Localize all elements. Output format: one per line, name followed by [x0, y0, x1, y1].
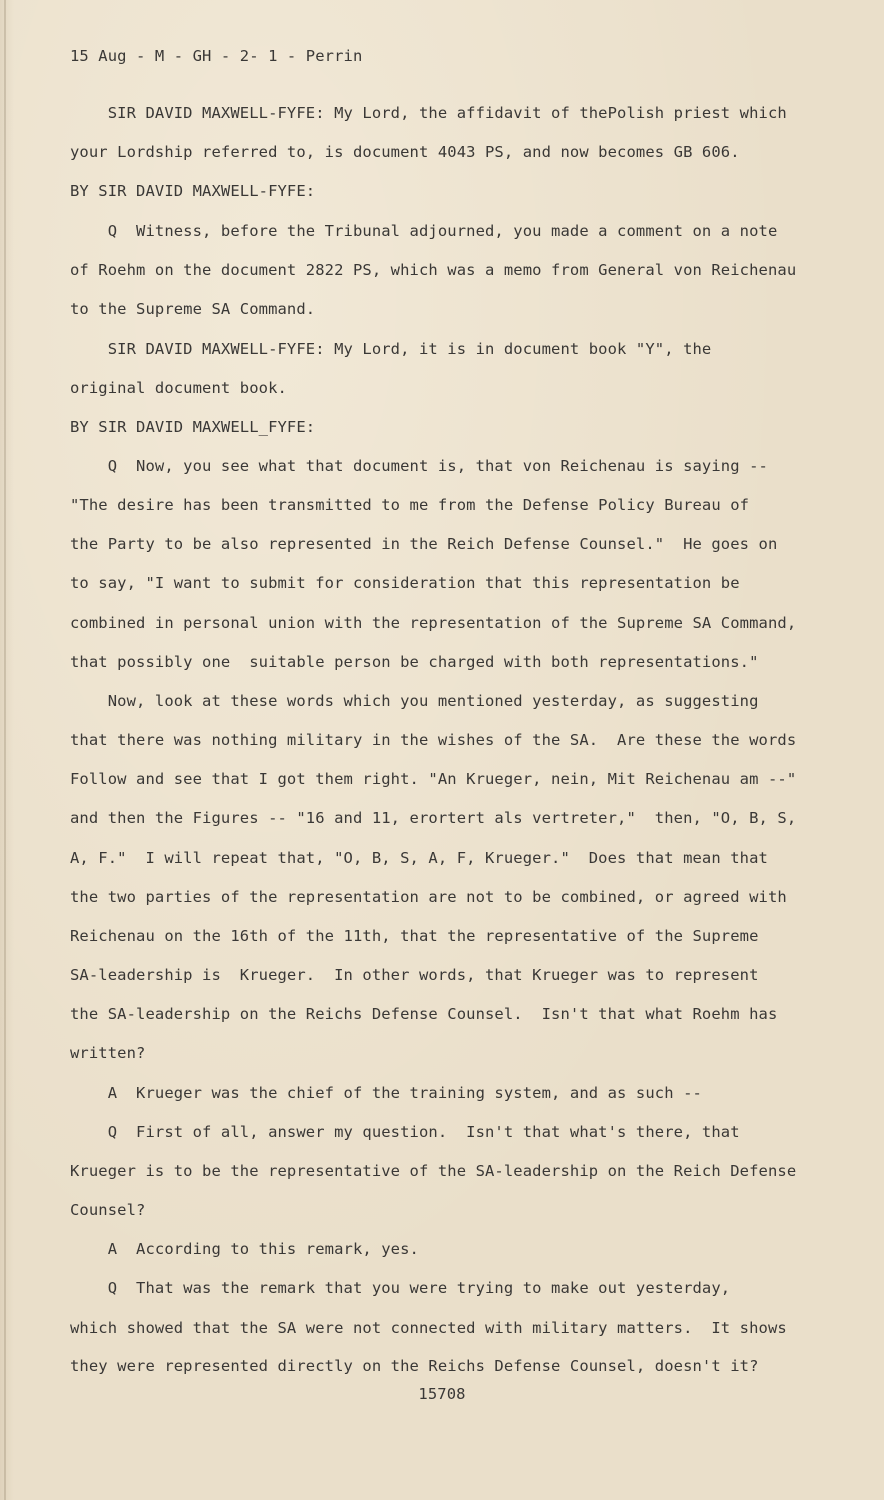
text-line: combined in personal union with the representation of the Supreme SA Command, [70, 614, 797, 632]
text-line: that there was nothing military in the wishes of the SA. Are these the words [70, 731, 797, 749]
text-line: the Party to be also represented in the Reich Defense Counsel." He goes on [70, 535, 778, 553]
text-line: they were represented directly on the Reichs Defense Counsel, doesn't it? [70, 1357, 759, 1375]
text-line: that possibly one suitable person be charged with both representations." [70, 653, 759, 671]
text-line: Q First of all, answer my question. Isn't that what's there, that [70, 1123, 740, 1141]
text-line: SA-leadership is Krueger. In other words, that Krueger was to represent [70, 966, 759, 984]
text-line: SIR DAVID MAXWELL-FYFE: My Lord, it is in document book "Y", the [70, 340, 712, 358]
text-line: BY SIR DAVID MAXWELL-FYFE: [70, 182, 316, 200]
text-line: SIR DAVID MAXWELL-FYFE: My Lord, the affidavit of thePolish priest which [70, 104, 787, 122]
text-line: which showed that the SA were not connected with military matters. It shows [70, 1319, 787, 1337]
page-number: 15708 [418, 1385, 466, 1403]
text-line: of Roehm on the document 2822 PS, which was a memo from General von Reichenau [70, 261, 797, 279]
text-line: Reichenau on the 16th of the 11th, that the representative of the Supreme [70, 927, 759, 945]
text-line: Counsel? [70, 1201, 146, 1219]
text-line: and then the Figures -- "16 and 11, erortert als vertreter," then, "O, B, S, [70, 809, 797, 827]
text-line: Q That was the remark that you were trying to make out yesterday, [70, 1279, 731, 1297]
page-edge-shadow [4, 0, 6, 1500]
text-line: Krueger is to be the representative of the SA-leadership on the Reich Defense [70, 1162, 797, 1180]
text-line: "The desire has been transmitted to me from the Defense Policy Bureau of [70, 496, 750, 514]
text-line: written? [70, 1044, 146, 1062]
text-line: Q Witness, before the Tribunal adjourned, you made a comment on a note [70, 222, 778, 240]
text-line: A According to this remark, yes. [70, 1240, 419, 1258]
text-line: the SA-leadership on the Reichs Defense Counsel. Isn't that what Roehm has [70, 1005, 778, 1023]
text-line: Q Now, you see what that document is, that von Reichenau is saying -- [70, 457, 768, 475]
text-line: to say, "I want to submit for consideration that this representation be [70, 574, 740, 592]
text-line: the two parties of the representation are not to be combined, or agreed with [70, 888, 787, 906]
text-line: BY SIR DAVID MAXWELL_FYFE: [70, 418, 316, 436]
text-line: to the Supreme SA Command. [70, 300, 316, 318]
text-line: original document book. [70, 379, 287, 397]
page-header: 15 Aug - M - GH - 2- 1 - Perrin [70, 47, 363, 65]
text-line: your Lordship referred to, is document 4043 PS, and now becomes GB 606. [70, 143, 740, 161]
text-line: Now, look at these words which you mentioned yesterday, as suggesting [70, 692, 759, 710]
text-line: A Krueger was the chief of the training system, and as such -- [70, 1084, 702, 1102]
text-line: A, F." I will repeat that, "O, B, S, A, F, Krueger." Does that mean that [70, 849, 768, 867]
text-line: Follow and see that I got them right. "An Krueger, nein, Mit Reichenau am --" [70, 770, 797, 788]
